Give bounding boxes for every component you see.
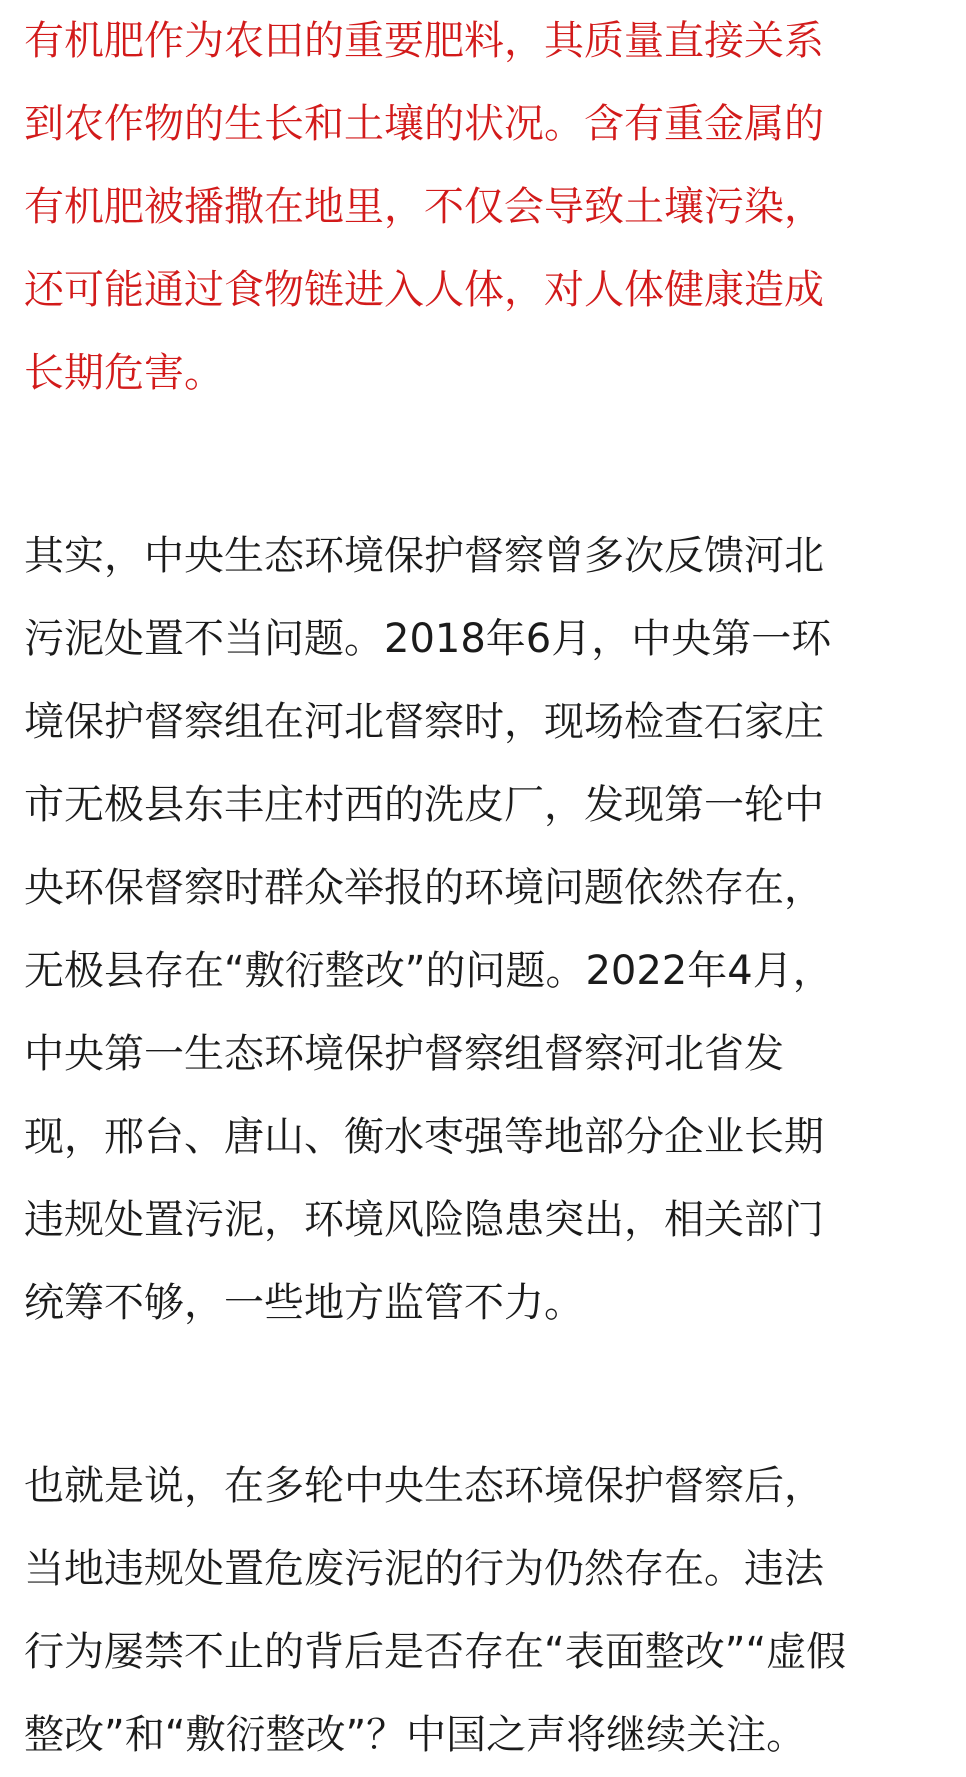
article-paragraph [24, 1445, 954, 1777]
article-paragraph [24, 515, 954, 1345]
text-line: 央环保督察时群众举报的环境问题依然存在， [24, 865, 824, 911]
text-line: 当地违规处置危废污泥的行为仍然存在。违法 [24, 1546, 824, 1592]
text-line: 中央第一生态环境保护督察组督察河北省发 [24, 1031, 784, 1077]
text-line: 有机肥被播撒在地里，不仅会导致土壤污染， [24, 184, 824, 230]
text-line: 统筹不够，一些地方监管不力。 [24, 1280, 584, 1326]
text-line: 到农作物的生长和土壤的状况。含有重金属的 [24, 101, 824, 147]
text-line: 还可能通过食物链进入人体，对人体健康造成 [24, 267, 824, 313]
article-paragraph-highlight [24, 0, 954, 415]
article-body [24, 0, 954, 1777]
text-line: 违规处置污泥，环境风险隐患突出，相关部门 [24, 1197, 824, 1243]
text-line: 无极县存在“敷衍整改”的问题。2022年4月， [24, 948, 833, 994]
text-line: 长期危害。 [24, 350, 224, 396]
text-line: 整改”和“敷衍整改”？中国之声将继续关注。 [24, 1712, 807, 1758]
text-line: 境保护督察组在河北督察时，现场检查石家庄 [24, 699, 824, 745]
text-line: 其实，中央生态环境保护督察曾多次反馈河北 [24, 533, 824, 579]
text-line: 污泥处置不当问题。2018年6月，中央第一环 [24, 616, 832, 662]
text-line: 有机肥作为农田的重要肥料，其质量直接关系 [24, 18, 824, 64]
text-line: 行为屡禁不止的背后是否存在“表面整改”“虚假 [24, 1629, 847, 1675]
text-line: 现，邢台、唐山、衡水枣强等地部分企业长期 [24, 1114, 824, 1160]
text-line: 市无极县东丰庄村西的洗皮厂，发现第一轮中 [24, 782, 824, 828]
text-line: 也就是说，在多轮中央生态环境保护督察后， [24, 1463, 824, 1509]
